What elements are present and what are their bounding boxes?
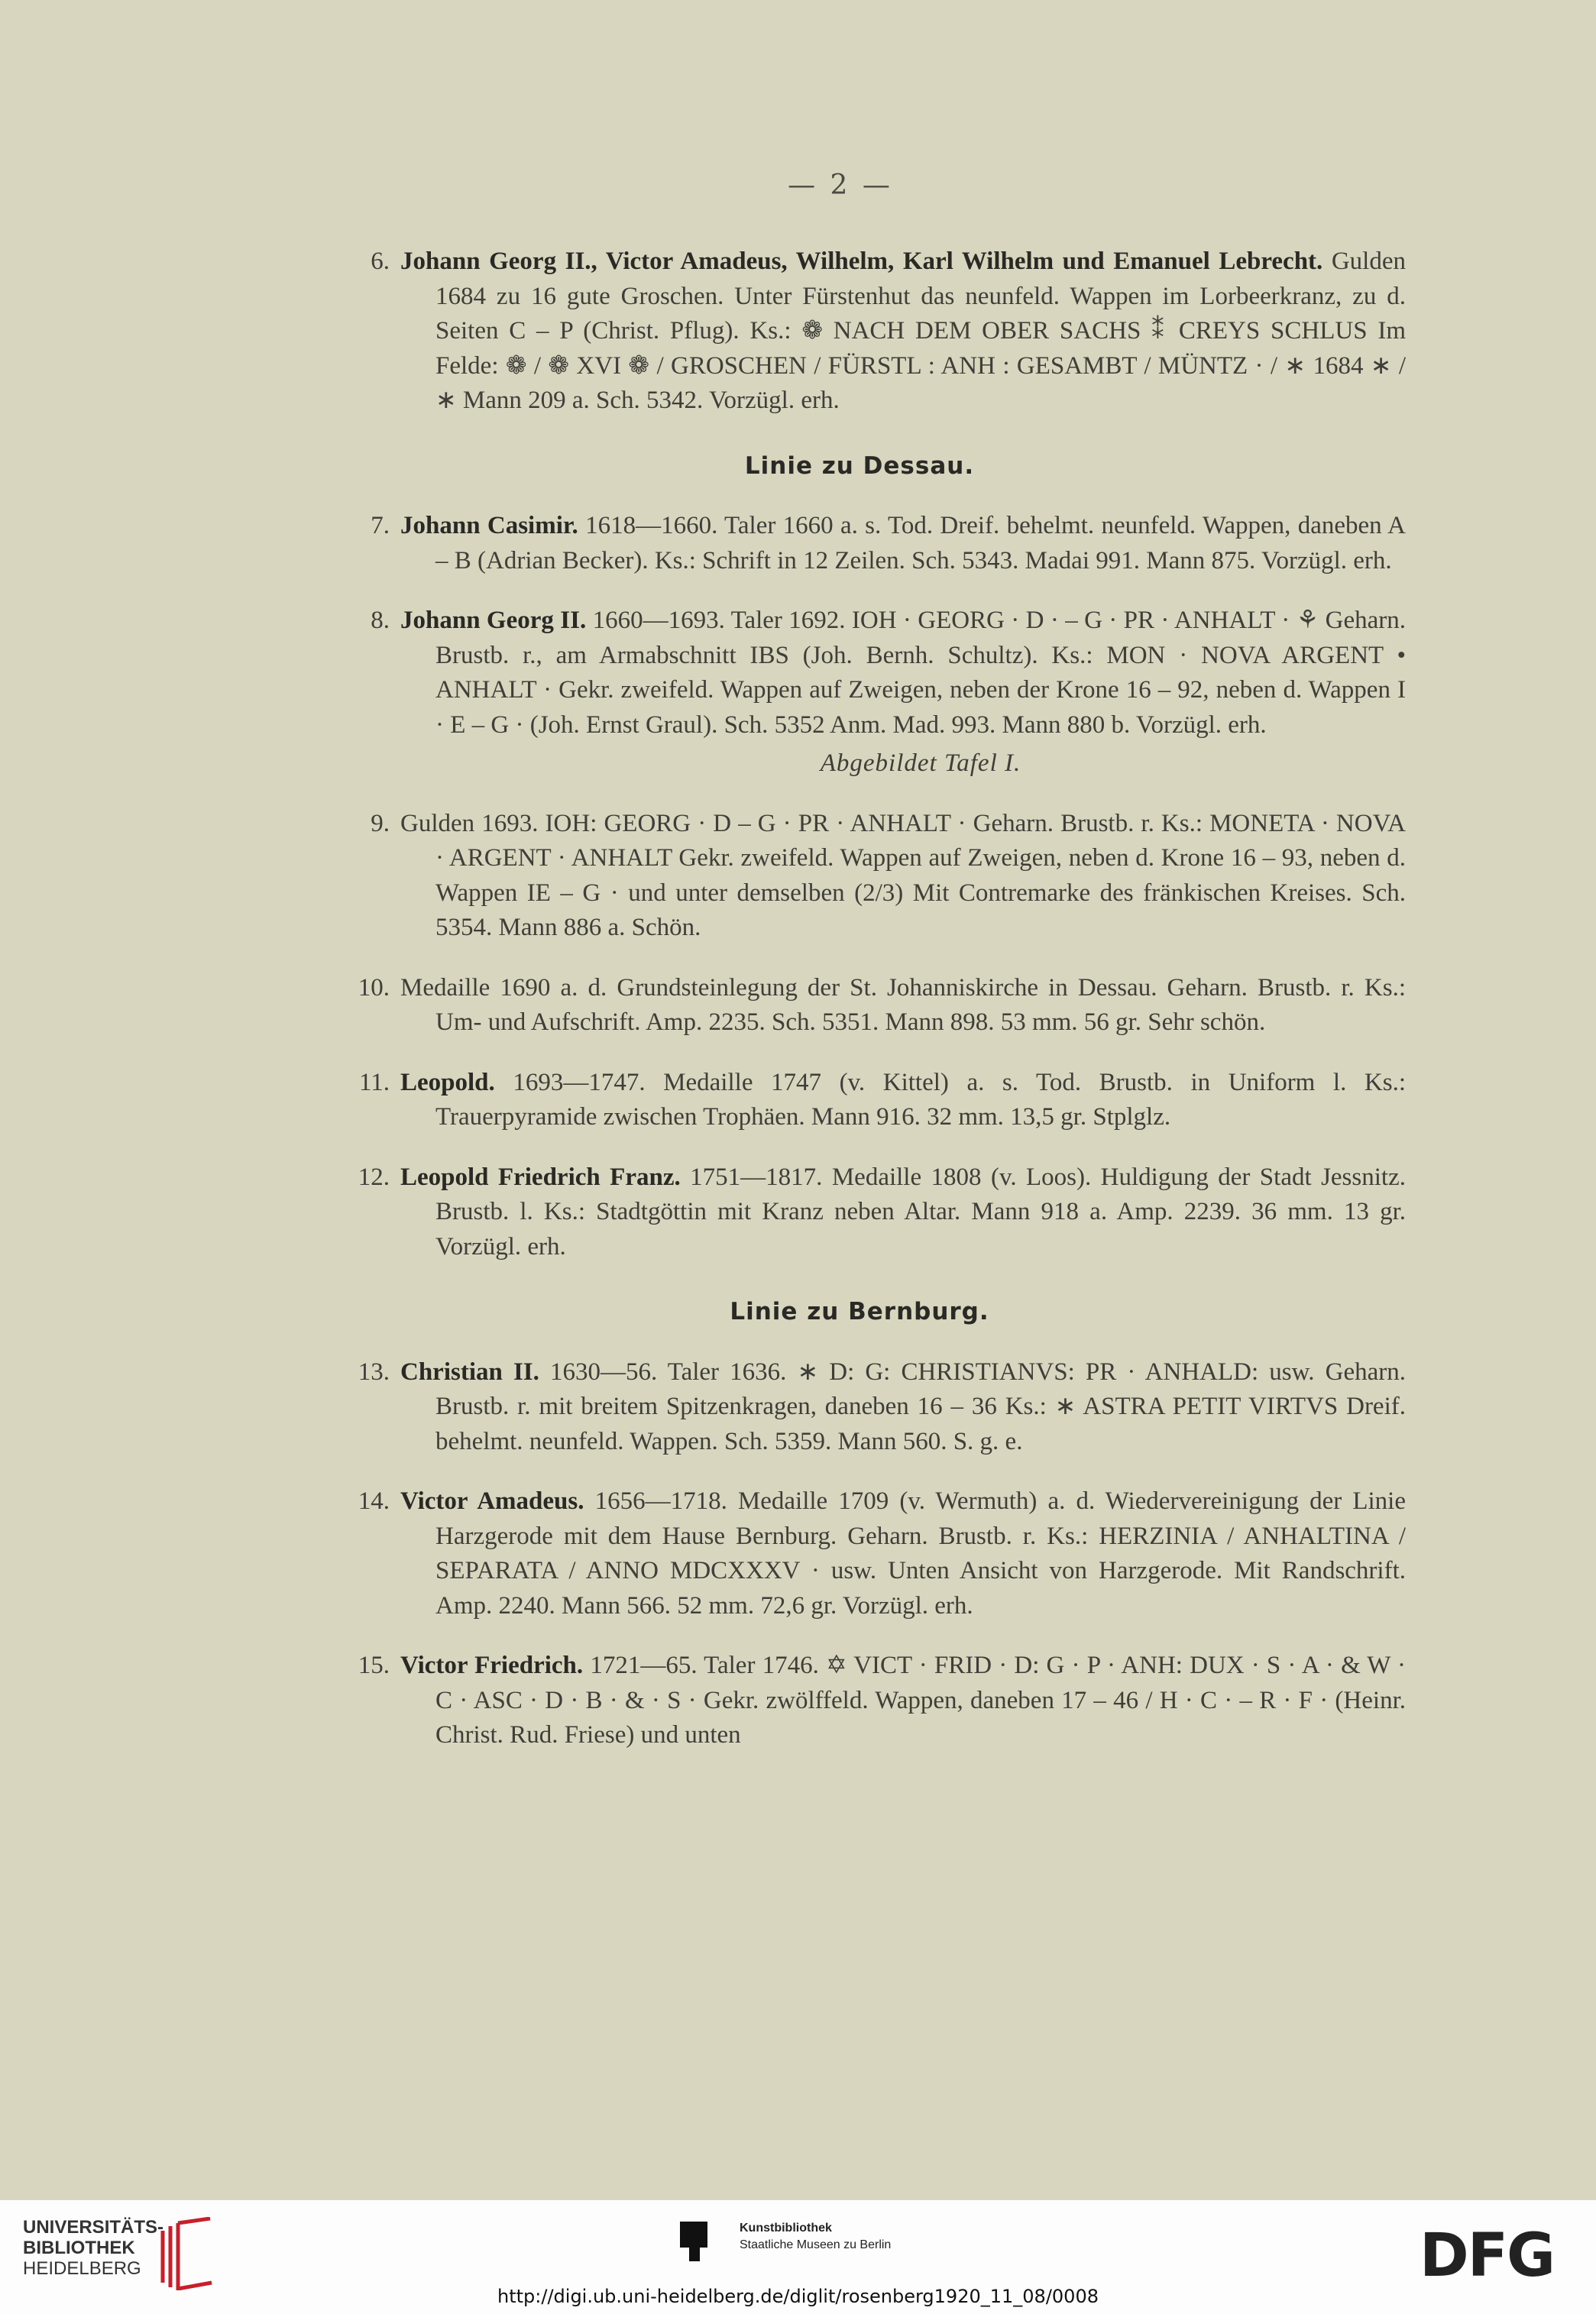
entry-head: Leopold Friedrich Franz. bbox=[400, 1163, 681, 1191]
entry-body: 1660—1693. Taler 1692. IOH · GEORG · D · – G · PR · ANHALT · ⚘ Geharn. Brustb. r., am Armabschnitt IBS (Joh. Bernh. Schultz). Ks.: MON · NOVA ARGENT • ANHALT · Gekr. zweifeld. Wappen auf Zweigen, neben der Krone 16 – 92, neben d. Wappen I · E – G · (Joh. Ernst Graul). Sch. 5352 Anm. Mad. 993. Mann 880 b. Vorzügl. erh. bbox=[435, 607, 1406, 739]
viewer-footer bbox=[0, 2200, 1596, 2314]
permalink-url[interactable]: http://digi.ub.uni-heidelberg.de/diglit/rosenberg1920_11_08/0008 bbox=[497, 2286, 1099, 2307]
entry-number: 8. bbox=[371, 607, 390, 634]
kb-line2: Staatliche Museen zu Berlin bbox=[740, 2238, 892, 2251]
entry-body: 1630—56. Taler 1636. ∗ D: G: CHRISTIANVS: PR · ANHALD: usw. Geharn. Brustb. r. mit breitem Spitzenkragen, daneben 16 – 36 Ks.: ∗ ASTRA PETIT VIRTVS Dreif. behelmt. neunfeld. Wappen. Sch. 5359. Mann 560. S. g. e. bbox=[435, 1358, 1406, 1455]
entry-body: 1693—1747. Medaille 1747 (v. Kittel) a. s. Tod. Brustb. in Uniform l. Ks.: Trauerpyramide zwischen Trophäen. Mann 916. 32 mm. 13,5 gr. Stplglz. bbox=[435, 1068, 1406, 1131]
kunstbibliothek-logo-text[interactable] bbox=[740, 2220, 891, 2254]
entry-number: 6. bbox=[371, 248, 390, 275]
entry-number: 11. bbox=[358, 1068, 390, 1096]
catalog-entry bbox=[313, 1484, 1406, 1623]
entry-head: Victor Amadeus. bbox=[400, 1487, 584, 1515]
catalog-entry bbox=[313, 1355, 1406, 1460]
catalog-entry bbox=[313, 604, 1406, 743]
ub-line2: BIBLIOTHEK bbox=[23, 2238, 135, 2258]
entry-body: 1618—1660. Taler 1660 a. s. Tod. Dreif. behelmt. neunfeld. Wappen, daneben A – B (Adrian Becker). Ks.: Schrift in 12 Zeilen. Sch. 5343. Madai 991. Mann 875. Vorzügl. erh. bbox=[435, 512, 1406, 574]
catalog-entry bbox=[313, 807, 1406, 946]
ub-heidelberg-logo-text[interactable] bbox=[23, 2217, 163, 2279]
ub-heidelberg-logo-icon[interactable] bbox=[157, 2217, 218, 2290]
catalog-entry bbox=[313, 244, 1406, 419]
catalog-entry bbox=[313, 1066, 1406, 1135]
entry-head: Johann Georg II. bbox=[400, 607, 587, 634]
entry-body: Gulden 1684 zu 16 gute Groschen. Unter Fürstenhut das neunfeld. Wappen im Lorbeerkranz, zu d. Seiten C – P (Christ. Pflug). Ks.: ❁ NACH DEM OBER SACHS ⁑ CREYS SCHLUS Im Felde: ❁ / ❁ XVI ❁ / GROSCHEN / FÜRSTL : ANH : GESAMBT / MÜNTZ · / ∗ 1684 ∗ / ∗ Mann 209 a. Sch. 5342. Vorzügl. erh. bbox=[435, 248, 1406, 414]
page-number: — 2 — bbox=[788, 170, 893, 201]
entry-number: 15. bbox=[358, 1652, 390, 1679]
entry-number: 14. bbox=[358, 1487, 390, 1515]
entry-number: 7. bbox=[371, 512, 390, 539]
entry-head: Christian II. bbox=[400, 1358, 539, 1386]
entry-body: 1721—65. Taler 1746. ✡ VICT · FRID · D: G · P · ANH: DUX · S · A · & W · C · ASC · D · B · & · S · Gekr. zwölffeld. Wappen, daneben 17 – 46 / H · C · – R · F · (Heinr. Christ. Rud. Friese) und unten bbox=[435, 1652, 1406, 1749]
entry-body: Gulden 1693. IOH: GEORG · D – G · PR · ANHALT · Geharn. Brustb. r. Ks.: MONETA · NOVA · ARGENT · ANHALT Gekr. zweifeld. Wappen auf Zweigen, neben d. Krone 16 – 93, neben d. Wappen IE – G · und unter demselben (2/3) Mit Contremarke des fränkischen Kreises. Sch. 5354. Mann 886 a. Schön. bbox=[400, 809, 1406, 941]
entry-head: Leopold. bbox=[400, 1068, 495, 1096]
entry-number: 10. bbox=[358, 973, 390, 1002]
entry-number: 13. bbox=[358, 1358, 390, 1386]
entry-number: 12. bbox=[358, 1163, 390, 1191]
ub-line1: UNIVERSITÄTS- bbox=[23, 2217, 164, 2238]
kunstbibliothek-logo-icon[interactable] bbox=[678, 2219, 711, 2264]
plate-note: Abgebildet Tafel I. bbox=[820, 749, 1021, 777]
catalog-entry bbox=[313, 1160, 1406, 1265]
section-heading-bernburg: Linie zu Bernburg. bbox=[730, 1298, 989, 1325]
entry-body: 1656—1718. Medaille 1709 (v. Wermuth) a. d. Wiedervereinigung der Linie Harzgerode mit dem Hause Bernburg. Geharn. Brustb. r. Ks.: HERZINIA / ANHALTINA / SEPARATA / ANNO MDCXXXV · usw. Unten Ansicht von Harzgerode. Mit Randschrift. Amp. 2240. Mann 566. 52 mm. 72,6 gr. Vorzügl. erh. bbox=[435, 1487, 1406, 1620]
entry-body: Medaille 1690 a. d. Grundsteinlegung der St. Johanniskirche in Dessau. Geharn. Brustb. r. Ks.: Um- und Aufschrift. Amp. 2235. Sch. 5351. Mann 898. 53 mm. 56 gr. Sehr schön. bbox=[400, 973, 1406, 1036]
entry-body: 1751—1817. Medaille 1808 (v. Loos). Huldigung der Stadt Jessnitz. Brustb. l. Ks.: Stadtgöttin mit Kranz neben Altar. Mann 918 a. Amp. 2239. 36 mm. 13 gr. Vorzügl. erh. bbox=[435, 1163, 1406, 1261]
section-heading-dessau: Linie zu Dessau. bbox=[744, 451, 975, 480]
catalog-entry bbox=[313, 509, 1406, 578]
kb-line1: Kunstbibliothek bbox=[740, 2222, 832, 2235]
catalog-text bbox=[313, 244, 1406, 1763]
dfg-logo[interactable]: DFG bbox=[1420, 2222, 1555, 2290]
catalog-entry bbox=[313, 1649, 1406, 1753]
entry-head: Victor Friedrich. bbox=[400, 1652, 584, 1679]
entry-head: Johann Georg II., Victor Amadeus, Wilhelm, Karl Wilhelm und Emanuel Lebrecht. bbox=[400, 248, 1323, 275]
entry-head: Johann Casimir. bbox=[400, 512, 578, 539]
catalog-entry bbox=[313, 971, 1406, 1040]
ub-line3: HEIDELBERG bbox=[23, 2258, 141, 2279]
entry-number: 9. bbox=[371, 809, 390, 837]
